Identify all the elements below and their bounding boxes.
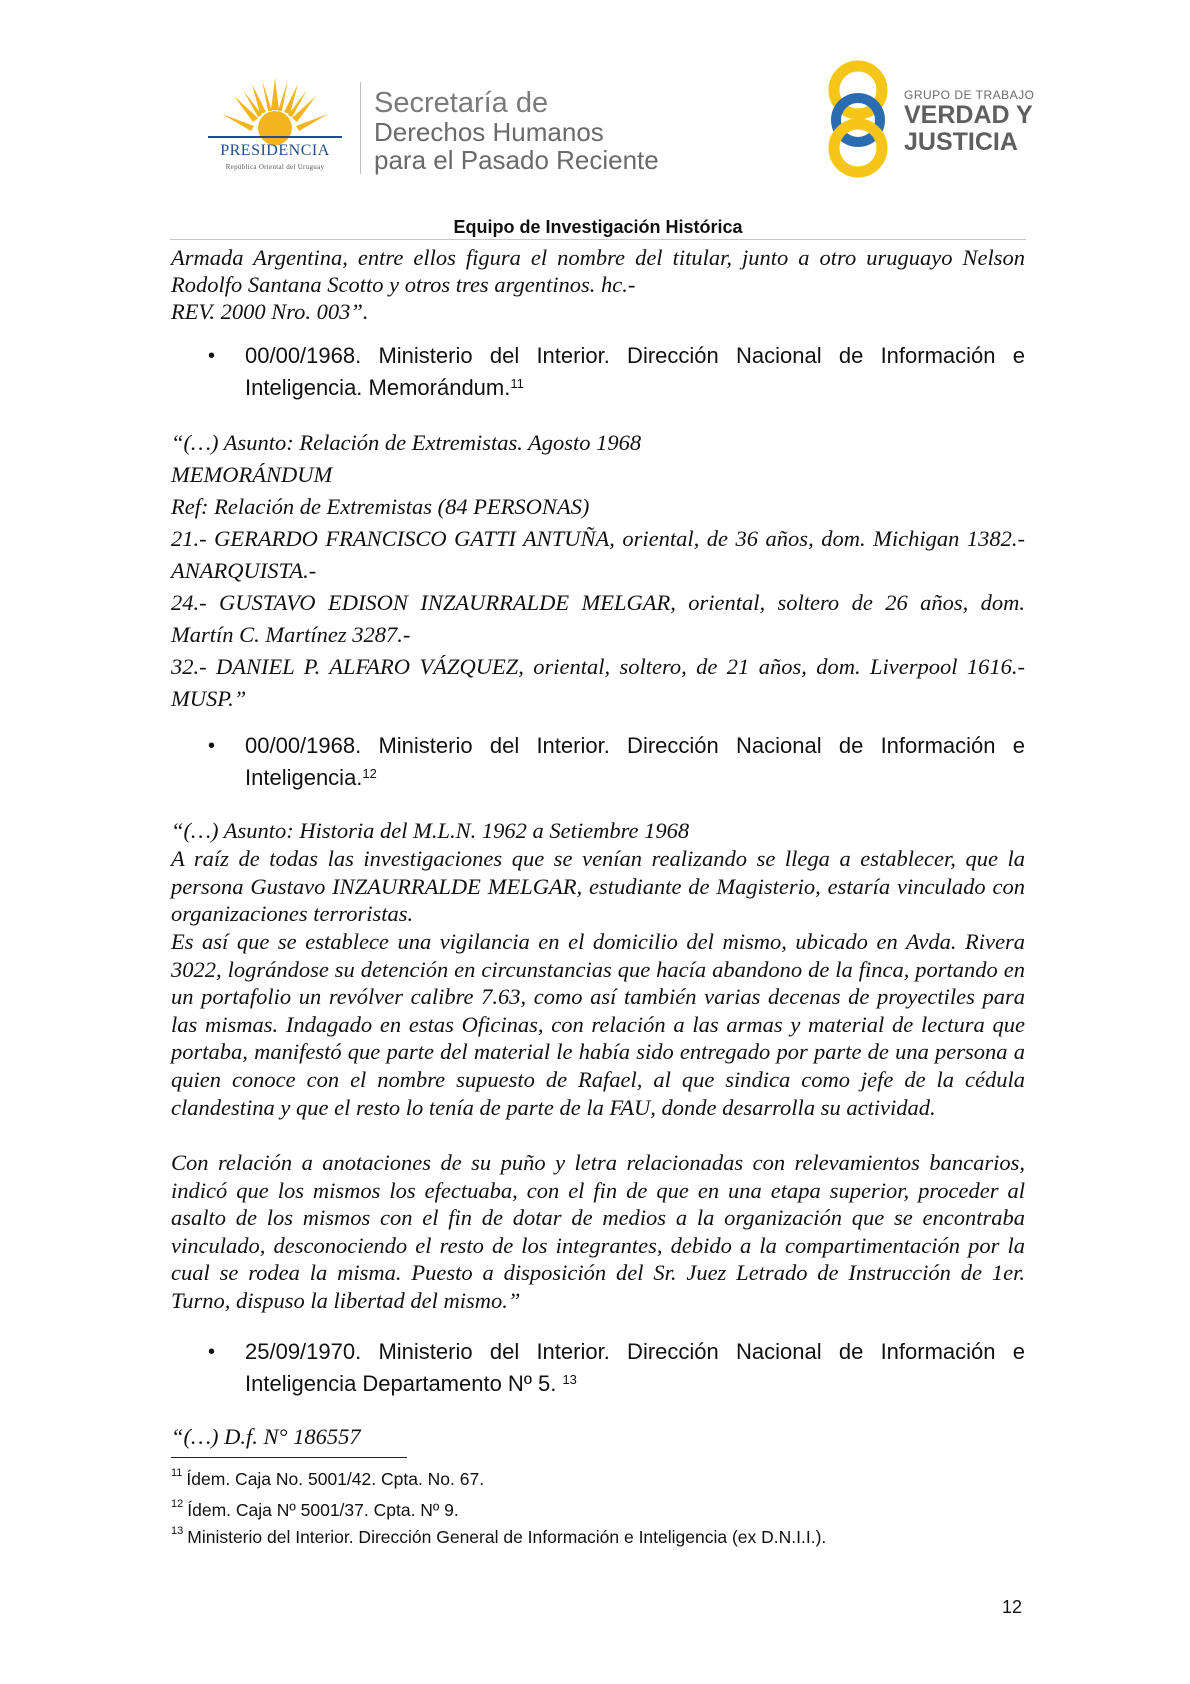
header-divider [360,82,361,174]
quote1-line-2: MEMORÁNDUM [171,462,333,487]
quote2-paragraph-1: A raíz de todas las investigaciones que se venían realizando se llega a establecer, que la persona Gustavo INZAURRALDE MELGAR, estudiante de Magisterio, estaría vinculado con organizaciones terroristas. [171,846,1025,927]
sun-icon [200,76,350,146]
bullet-text: 00/00/1968. Ministerio del Interior. Dirección Nacional de Información e Inteligencia.$^{12}$ [245,733,1025,790]
footnote-11: $^{11}$ Ídem. Caja No. 5001/42. Cpta. No. 67. [171,1467,485,1489]
bullet-text: 25/09/1970. Ministerio del Interior. Dirección Nacional de Información e Inteligencia Departamento Nº 5. $^{13}$ [245,1339,1025,1396]
quote2-title: “(…) Asunto: Historia del M.L.N. 1962 a Setiembre 1968 [171,818,690,843]
republica-label: República Oriental del Uruguay [225,163,325,171]
presidencia-logo [200,76,350,176]
grupo-line-1: GRUPO DE TRABAJO [904,88,1035,102]
bullet-dot: • [208,345,216,367]
bullet-dot: • [208,1341,216,1363]
verdad-justicia-rings-icon [818,56,898,180]
bullet-text: 00/00/1968. Ministerio del Interior. Dirección Nacional de Información e Inteligencia. Memorándum.$^{11}$ [245,343,1025,400]
grupo-trabajo-title [904,88,1034,156]
quote3-line: “(…) D.f. N° 186557 [171,1424,361,1449]
quote1-entry-21: 21.- GERARDO FRANCISCO GATTI ANTUÑA, oriental, de 36 años, dom. Michigan 1382.- ANARQUISTA.- [171,526,1025,583]
intro-paragraph: Armada Argentina, entre ellos figura el nombre del titular, junto a otro uruguayo Nelson Rodolfo Santana Scotto y otros tres argentinos. hc.- [171,245,1025,297]
footnote-13: $^{13}$ Ministerio del Interior. Dirección General de Información e Inteligencia (ex D.N.I.I.). [171,1525,827,1547]
footnote-ref-12[interactable]: 12 [362,766,377,781]
quote1-entry-24: 24.- GUSTAVO EDISON INZAURRALDE MELGAR, oriental, soltero de 26 años, dom. Martín C. Martínez 3287.- [171,590,1025,647]
grupo-line-3: JUSTICIA [904,128,1018,156]
secretaria-line-3: para el Pasado Reciente [374,145,659,175]
header-rule [170,239,1026,240]
quote1-entry-32: 32.- DANIEL P. ALFARO VÁZQUEZ, oriental, soltero, de 21 años, dom. Liverpool 1616.- MUSP.” [171,654,1025,711]
quote1-line-3: Ref: Relación de Extremistas (84 PERSONAS) [171,494,590,519]
grupo-line-2: VERDAD Y [904,101,1033,129]
quote2-paragraph-2: Es así que se establece una vigilancia en el domicilio del mismo, ubicado en Avda. Rivera 3022, lográndose su detención en circunstancias que hacía abandono de la finca, portando en un portafolio un revólver calibre 7.63, como así también varias decenas de proyectiles para las mismas. Indagado en estas Oficinas, con relación a las armas y material de lectura que portaba, manifestó que parte del material le había sido entregado por parte de una persona a quien conoce con el nombre supuesto de Rafael, al que sindica como jefe de la cédula clandestina y que el resto lo tenía de parte de la FAU, donde desarrolla su actividad. [171,929,1025,1120]
secretaria-line-1: Secretaría de [374,87,549,119]
secretaria-line-2: Derechos Humanos [374,117,604,147]
bullet-dot: • [208,735,216,757]
quote2-paragraph-3: Con relación a anotaciones de su puño y letra relacionadas con relevamientos bancarios, indicó que los mismos los efectuaba, con el fin de que en una etapa superior, proceder al asalto de los mismos con el fin de dotar de medios a la organización que se encontraba vinculado, desconociendo el resto de los integrantes, debido a la compartimentación por la cual se rodea la misma. Puesto a disposición del Sr. Juez Letrado de Instrucción de 1er. Turno, dispuso la libertad del mismo.” [171,1150,1025,1313]
team-title: Equipo de Investigación Histórica [453,217,743,237]
footnote-ref-11[interactable]: 11 [510,376,524,391]
quote1-line-1: “(…) Asunto: Relación de Extremistas. Agosto 1968 [171,430,642,455]
footnote-12: $^{12}$ Ídem. Caja Nº 5001/37. Cpta. Nº 9. [171,1498,459,1520]
page-number: 12 [1002,1597,1023,1617]
footnote-ref-13[interactable]: 13 [562,1372,577,1387]
presidencia-label: PRESIDENCIA [220,142,330,159]
intro-ref-line: REV. 2000 Nro. 003”. [171,299,369,324]
footnote-separator [171,1457,407,1458]
secretaria-title [374,88,659,174]
